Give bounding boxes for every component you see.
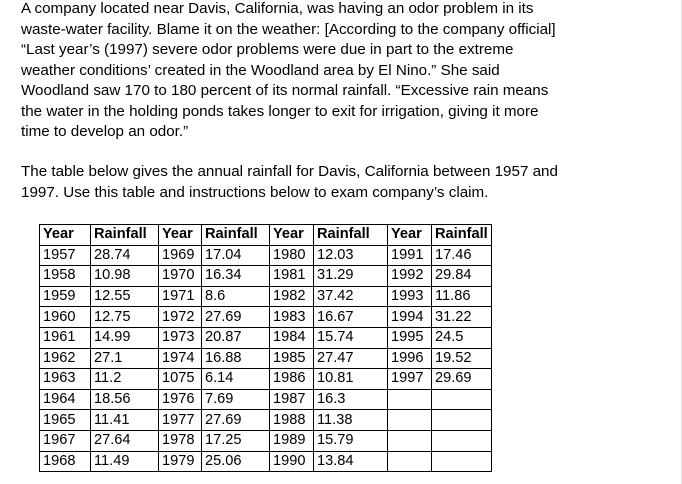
year-cell: 1994 — [388, 307, 432, 328]
rainfall-table-body — [40, 245, 492, 472]
rainfall-table — [39, 224, 492, 472]
header-year-3: Year — [270, 225, 314, 246]
table-header-row — [40, 225, 492, 246]
year-cell: 1977 — [159, 410, 202, 431]
rainfall-cell: 20.87 — [202, 327, 270, 348]
year-cell: 1986 — [270, 369, 314, 390]
year-cell: 1968 — [40, 451, 91, 472]
year-cell: 1987 — [270, 389, 314, 410]
rainfall-cell: 17.25 — [202, 430, 270, 451]
rainfall-cell: 15.79 — [314, 430, 388, 451]
year-cell: 1960 — [40, 307, 91, 328]
year-cell: 1965 — [40, 410, 91, 431]
rainfall-cell: 27.47 — [314, 348, 388, 369]
header-rainfall-1: Rainfall — [91, 225, 159, 246]
year-cell: 1961 — [40, 327, 91, 348]
rainfall-cell: 31.22 — [432, 307, 492, 328]
year-cell: 1075 — [159, 369, 202, 390]
year-cell: 1993 — [388, 286, 432, 307]
rainfall-cell — [432, 430, 492, 451]
rainfall-cell: 27.64 — [91, 430, 159, 451]
year-cell: 1969 — [159, 245, 202, 266]
year-cell: 1974 — [159, 348, 202, 369]
table-row — [40, 307, 492, 328]
rainfall-cell: 16.3 — [314, 389, 388, 410]
table-row — [40, 389, 492, 410]
year-cell: 1982 — [270, 286, 314, 307]
rainfall-cell: 12.55 — [91, 286, 159, 307]
year-cell: 1970 — [159, 266, 202, 287]
rainfall-cell: 27.69 — [202, 307, 270, 328]
year-cell: 1964 — [40, 389, 91, 410]
rainfall-cell — [432, 389, 492, 410]
table-row — [40, 451, 492, 472]
rainfall-cell: 16.34 — [202, 266, 270, 287]
rainfall-cell: 13.84 — [314, 451, 388, 472]
header-year-1: Year — [40, 225, 91, 246]
year-cell: 1971 — [159, 286, 202, 307]
rainfall-cell: 27.1 — [91, 348, 159, 369]
year-cell: 1991 — [388, 245, 432, 266]
year-cell: 1990 — [270, 451, 314, 472]
year-cell: 1959 — [40, 286, 91, 307]
table-row — [40, 286, 492, 307]
year-cell: 1978 — [159, 430, 202, 451]
rainfall-cell: 10.81 — [314, 369, 388, 390]
year-cell: 1973 — [159, 327, 202, 348]
year-cell: 1972 — [159, 307, 202, 328]
header-year-4: Year — [388, 225, 432, 246]
rainfall-cell: 12.75 — [91, 307, 159, 328]
header-year-2: Year — [159, 225, 202, 246]
rainfall-cell: 12.03 — [314, 245, 388, 266]
year-cell: 1983 — [270, 307, 314, 328]
rainfall-cell: 17.04 — [202, 245, 270, 266]
year-cell — [388, 430, 432, 451]
year-cell: 1962 — [40, 348, 91, 369]
rainfall-cell: 10.98 — [91, 266, 159, 287]
rainfall-cell — [432, 410, 492, 431]
rainfall-cell: 25.06 — [202, 451, 270, 472]
year-cell: 1988 — [270, 410, 314, 431]
year-cell: 1963 — [40, 369, 91, 390]
year-cell: 1992 — [388, 266, 432, 287]
header-rainfall-3: Rainfall — [314, 225, 388, 246]
table-row — [40, 410, 492, 431]
year-cell: 1958 — [40, 266, 91, 287]
rainfall-cell: 11.86 — [432, 286, 492, 307]
rainfall-cell: 37.42 — [314, 286, 388, 307]
rainfall-cell: 28.74 — [91, 245, 159, 266]
rainfall-cell: 11.49 — [91, 451, 159, 472]
rainfall-cell: 27.69 — [202, 410, 270, 431]
year-cell: 1985 — [270, 348, 314, 369]
year-cell: 1967 — [40, 430, 91, 451]
year-cell: 1981 — [270, 266, 314, 287]
rainfall-cell: 16.88 — [202, 348, 270, 369]
rainfall-cell: 24.5 — [432, 327, 492, 348]
rainfall-cell: 14.99 — [91, 327, 159, 348]
rainfall-cell: 19.52 — [432, 348, 492, 369]
header-rainfall-2: Rainfall — [202, 225, 270, 246]
rainfall-cell: 7.69 — [202, 389, 270, 410]
table-row — [40, 369, 492, 390]
table-row — [40, 430, 492, 451]
year-cell: 1996 — [388, 348, 432, 369]
table-row — [40, 327, 492, 348]
year-cell: 1980 — [270, 245, 314, 266]
rainfall-cell: 8.6 — [202, 286, 270, 307]
year-cell: 1979 — [159, 451, 202, 472]
rainfall-cell: 29.69 — [432, 369, 492, 390]
rainfall-cell: 16.67 — [314, 307, 388, 328]
year-cell — [388, 410, 432, 431]
table-row — [40, 245, 492, 266]
rainfall-cell: 18.56 — [91, 389, 159, 410]
table-row — [40, 348, 492, 369]
year-cell: 1984 — [270, 327, 314, 348]
instructions-paragraph: The table below gives the annual rainfall for Davis, California between 1957 and 1997. Use this table and instructions below to exam company’s claim. — [21, 163, 558, 201]
rainfall-cell: 17.46 — [432, 245, 492, 266]
year-cell: 1957 — [40, 245, 91, 266]
rainfall-cell: 11.2 — [91, 369, 159, 390]
year-cell: 1995 — [388, 327, 432, 348]
year-cell: 1976 — [159, 389, 202, 410]
rainfall-cell — [432, 451, 492, 472]
year-cell: 1997 — [388, 369, 432, 390]
intro-paragraph: A company located near Davis, California, was having an odor problem in its waste-water facility. Blame it on the weather: [According to the company official] “Last year’s (1997) severe odor problems were due in part to the extreme weather conditions’ created in the Woodland area by El Nino.” She said Woodland saw 170 to 180 percent of its normal rainfall. “Excessive rain means the water in the holding ponds takes longer to exit for irrigation, giving it more time to develop an odor.” — [21, 0, 556, 140]
rainfall-cell: 31.29 — [314, 266, 388, 287]
rainfall-cell: 11.38 — [314, 410, 388, 431]
year-cell — [388, 451, 432, 472]
rainfall-cell: 6.14 — [202, 369, 270, 390]
rainfall-cell: 15.74 — [314, 327, 388, 348]
rainfall-cell: 29.84 — [432, 266, 492, 287]
year-cell: 1989 — [270, 430, 314, 451]
table-row — [40, 266, 492, 287]
header-rainfall-4: Rainfall — [432, 225, 492, 246]
rainfall-cell: 11.41 — [91, 410, 159, 431]
year-cell — [388, 389, 432, 410]
